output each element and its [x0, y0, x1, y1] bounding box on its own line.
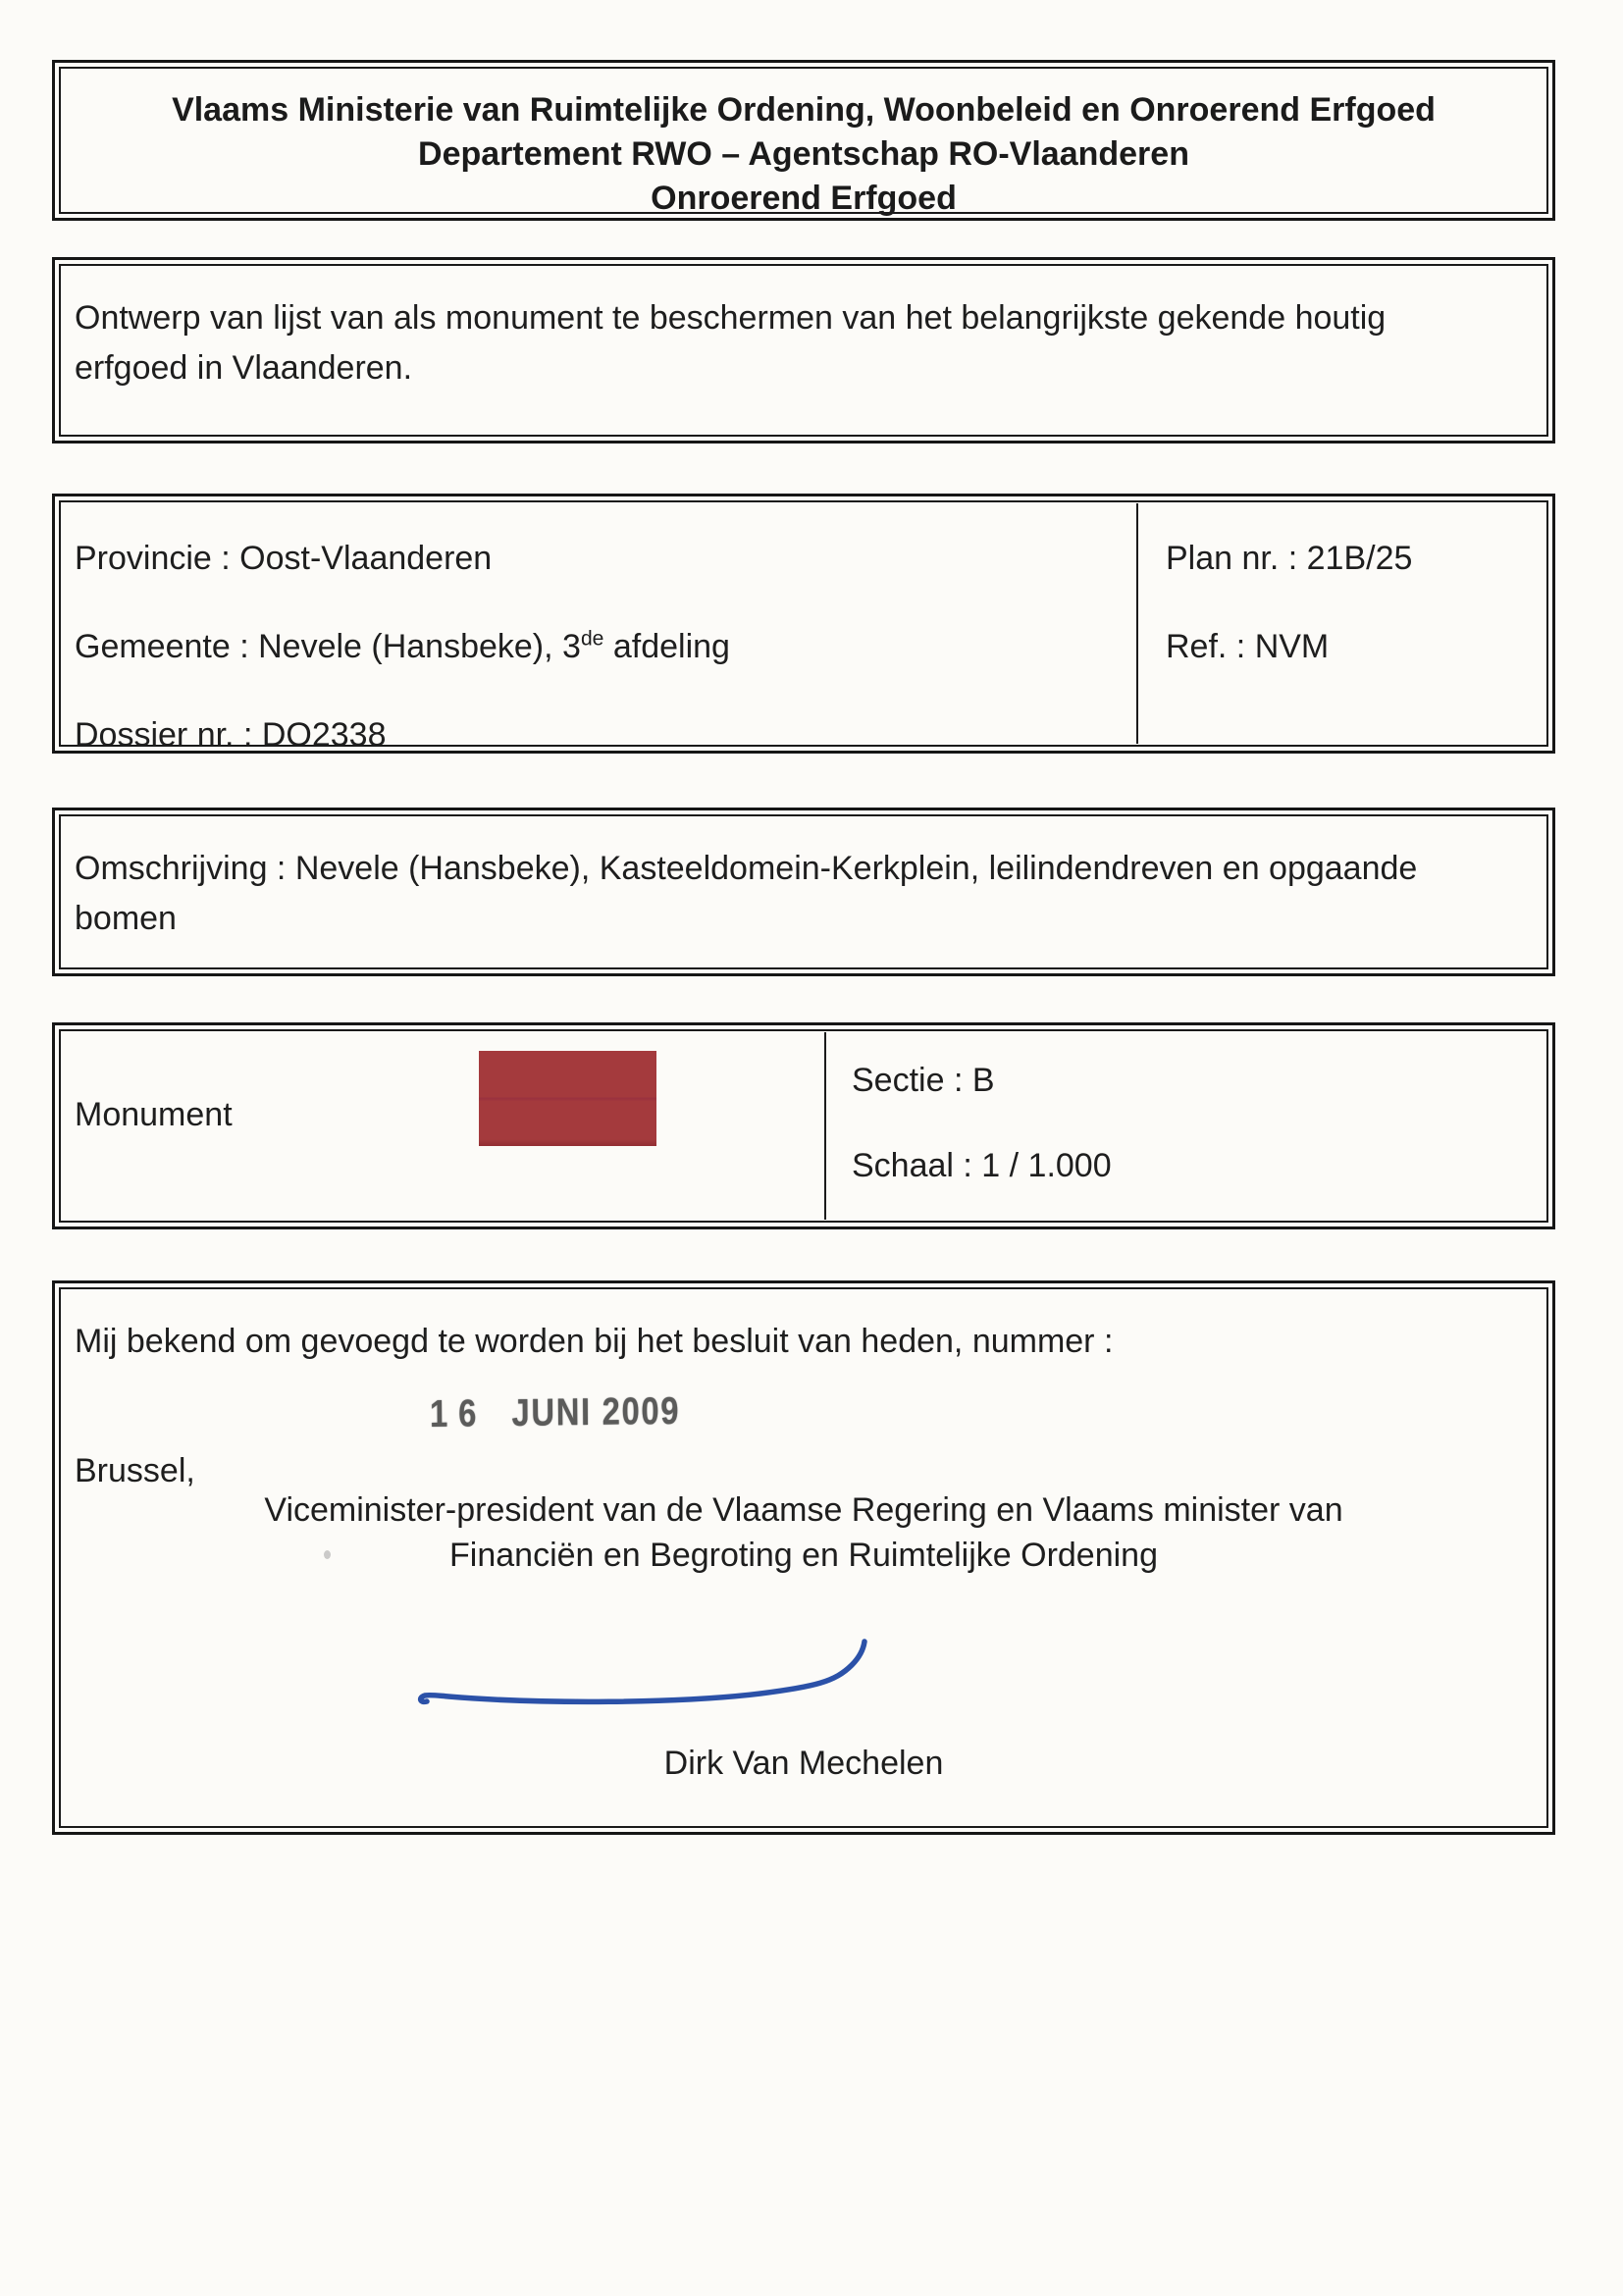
agency-line: Onroerend Erfgoed: [651, 179, 957, 217]
legend-box-inner-border: [59, 1029, 1548, 1223]
scan-artifact-dot: [324, 1550, 331, 1559]
place-text: Brussel,: [75, 1452, 195, 1489]
besluit-intro-text: Mij bekend om gevoegd te worden bij het besluit van heden, nummer :: [75, 1323, 1114, 1360]
omschrijving-text: Omschrijving : Nevele (Hansbeke), Kasteeldomein-Kerkplein, leilindendreven en opgaande bomen: [75, 850, 1418, 937]
provincie-field: Provincie : Oost-Vlaanderen: [75, 540, 493, 577]
sectie-field: Sectie : B: [852, 1062, 995, 1099]
stamp-day: 16: [429, 1392, 488, 1435]
signatory-name: Dirk Van Mechelen: [663, 1745, 944, 1782]
besluit-box: [52, 1280, 1555, 1835]
legend-box: [52, 1022, 1555, 1229]
plan-nr-field: Plan nr. : 21B/25: [1166, 540, 1413, 577]
schaal-field: Schaal : 1 / 1.000: [852, 1147, 1112, 1184]
identification-box: [52, 494, 1555, 754]
minister-title-line1: Viceminister-president van de Vlaamse Regering en Vlaams minister van: [264, 1491, 1343, 1529]
monument-color-swatch: [479, 1051, 656, 1146]
legend-column-divider: [824, 1032, 826, 1220]
ontwerp-box: [52, 257, 1555, 444]
department-line: Departement RWO – Agentschap RO-Vlaanderen: [418, 134, 1189, 173]
minister-title-line2: Financiën en Begroting en Ruimtelijke Ordening: [449, 1537, 1158, 1574]
dossier-field: Dossier nr. : DO2338: [75, 716, 387, 754]
gemeente-text: Gemeente : Nevele (Hansbeke), 3: [75, 628, 581, 665]
date-stamp: [430, 1390, 681, 1436]
omschrijving-box: [52, 808, 1555, 976]
identification-column-divider: [1136, 503, 1138, 744]
ministry-header-box: [52, 60, 1555, 221]
ministry-name-line: Vlaams Ministerie van Ruimtelijke Ordening, Woonbeleid en Onroerend Erfgoed: [172, 91, 1436, 129]
stamp-monthyear: JUNI 2009: [511, 1389, 681, 1435]
ref-field: Ref. : NVM: [1166, 628, 1330, 665]
gemeente-text-suffix: afdeling: [603, 628, 730, 665]
ministry-header-text: [55, 88, 1552, 221]
monument-label: Monument: [75, 1096, 233, 1133]
gemeente-field: [75, 622, 730, 672]
signature: [413, 1637, 943, 1720]
gemeente-ordinal-superscript: de: [580, 627, 604, 651]
ontwerp-text: Ontwerp van lijst van als monument te beschermen van het belangrijkste gekende houtig erfgoed in Vlaanderen.: [75, 299, 1387, 387]
